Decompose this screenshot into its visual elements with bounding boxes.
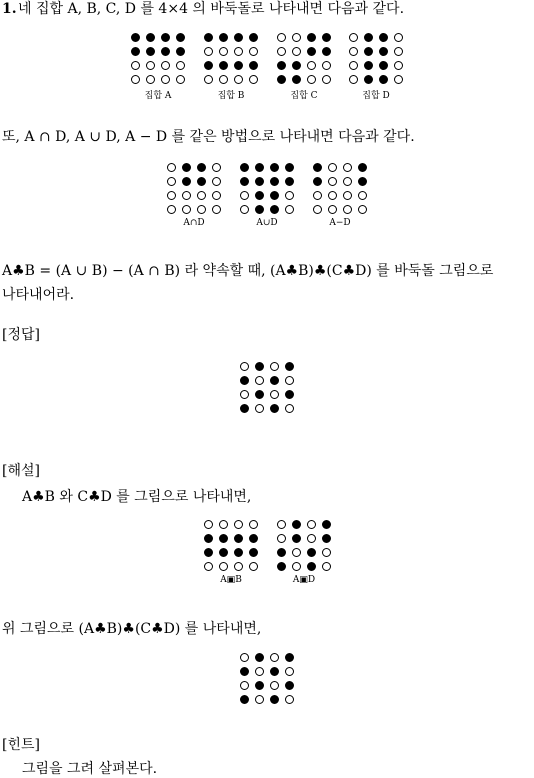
black-stone (307, 562, 316, 571)
black-stone (292, 534, 301, 543)
white-stone (277, 534, 286, 543)
black-stone (240, 376, 249, 385)
black-stone (285, 390, 294, 399)
white-stone (349, 33, 358, 42)
black-stone (313, 163, 322, 172)
black-stone (379, 33, 388, 42)
white-stone (255, 404, 264, 413)
white-stone (349, 61, 358, 70)
black-stone (176, 47, 185, 56)
white-stone (285, 404, 294, 413)
white-stone (328, 177, 337, 186)
black-stone (240, 404, 249, 413)
black-stone (307, 47, 316, 56)
white-stone (131, 61, 140, 70)
black-stone (277, 548, 286, 557)
black-stone (219, 534, 228, 543)
white-stone (240, 362, 249, 371)
white-stone (343, 191, 352, 200)
white-stone (270, 681, 279, 690)
grid-A-union-D (239, 162, 295, 228)
black-stone (270, 376, 279, 385)
black-stone (146, 47, 155, 56)
white-stone (219, 47, 228, 56)
white-stone (212, 163, 221, 172)
black-stone (285, 362, 294, 371)
black-stone (379, 75, 388, 84)
white-stone (240, 681, 249, 690)
white-stone (285, 376, 294, 385)
black-stone (255, 163, 264, 172)
white-stone (270, 653, 279, 662)
white-stone (204, 47, 213, 56)
white-stone (167, 205, 176, 214)
black-stone (270, 205, 279, 214)
black-stone (255, 681, 264, 690)
black-stone (364, 61, 373, 70)
white-stone (255, 695, 264, 704)
black-stone (249, 548, 258, 557)
black-stone (313, 177, 322, 186)
black-stone (270, 695, 279, 704)
white-stone (146, 61, 155, 70)
white-stone (394, 61, 403, 70)
white-stone (219, 75, 228, 84)
black-stone (277, 61, 286, 70)
black-stone (197, 163, 206, 172)
white-stone (292, 33, 301, 42)
black-stone (285, 163, 294, 172)
white-stone (313, 191, 322, 200)
black-stone (270, 404, 279, 413)
black-stone (364, 47, 373, 56)
black-stone (249, 534, 258, 543)
black-stone (277, 562, 286, 571)
problem-text-line2: 또, A ∩ D, A ∪ D, A − D 를 같은 방법으로 나타내면 다음과 같다. (2, 129, 415, 145)
explanation-line2: 위 그림으로 (A♣B)♣(C♣D) 를 나타내면, (2, 621, 262, 637)
white-stone (270, 362, 279, 371)
black-stone (240, 177, 249, 186)
white-stone (167, 191, 176, 200)
black-stone (240, 667, 249, 676)
black-stone (240, 163, 249, 172)
white-stone (176, 61, 185, 70)
white-stone (161, 61, 170, 70)
white-stone (307, 61, 316, 70)
black-stone (255, 191, 264, 200)
white-stone (358, 205, 367, 214)
black-stone (131, 33, 140, 42)
white-stone (285, 667, 294, 676)
white-stone (313, 205, 322, 214)
white-stone (204, 75, 213, 84)
white-stone (322, 61, 331, 70)
white-stone (277, 47, 286, 56)
white-stone (307, 520, 316, 529)
black-stone (285, 177, 294, 186)
white-stone (212, 191, 221, 200)
white-stone (328, 163, 337, 172)
black-stone (197, 177, 206, 186)
black-stone (292, 61, 301, 70)
black-stone (204, 548, 213, 557)
white-stone (249, 47, 258, 56)
white-stone (322, 562, 331, 571)
white-stone (322, 548, 331, 557)
problem-number: 1. (2, 1, 17, 17)
white-stone (131, 75, 140, 84)
black-stone (358, 177, 367, 186)
label-set-B: 집합 B (217, 91, 245, 101)
grid-A-club-B (203, 519, 259, 585)
white-stone (204, 562, 213, 571)
black-stone (249, 61, 258, 70)
explanation-header: [해설] (2, 463, 40, 479)
white-stone (328, 205, 337, 214)
white-stone (212, 205, 221, 214)
black-stone (255, 205, 264, 214)
grid-set-D (348, 32, 404, 101)
white-stone (240, 390, 249, 399)
white-stone (197, 191, 206, 200)
black-stone (307, 548, 316, 557)
grid-set-B (203, 32, 259, 101)
white-stone (328, 191, 337, 200)
black-stone (234, 61, 243, 70)
black-stone (322, 47, 331, 56)
black-stone (161, 47, 170, 56)
white-stone (234, 75, 243, 84)
white-stone (249, 562, 258, 571)
white-stone (204, 520, 213, 529)
black-stone (270, 163, 279, 172)
black-stone (277, 75, 286, 84)
explanation-line1: A♣B 와 C♣D 를 그림으로 나타내면, (22, 489, 252, 505)
black-stone (255, 362, 264, 371)
black-stone (219, 61, 228, 70)
label-A-intersect-D: A∩D (183, 218, 205, 228)
white-stone (219, 520, 228, 529)
black-stone (146, 33, 155, 42)
black-stone (285, 653, 294, 662)
black-stone (322, 534, 331, 543)
white-stone (255, 376, 264, 385)
white-stone (219, 562, 228, 571)
label-A-minus-D: A−D (329, 218, 351, 228)
white-stone (358, 191, 367, 200)
white-stone (394, 47, 403, 56)
problem-text-line4: 나타내어라. (2, 287, 75, 303)
white-stone (277, 33, 286, 42)
white-stone (322, 75, 331, 84)
white-stone (234, 562, 243, 571)
grid-set-C (276, 32, 332, 101)
white-stone (343, 205, 352, 214)
white-stone (167, 177, 176, 186)
white-stone (161, 75, 170, 84)
black-stone (234, 548, 243, 557)
white-stone (277, 520, 286, 529)
label-A-union-D: A∪D (256, 218, 278, 228)
label-set-C: 집합 C (290, 91, 318, 101)
problem-text-line1: 네 집합 A, B, C, D 를 4×4 의 바둑돌로 나타내면 다음과 같다. (18, 1, 405, 17)
white-stone (292, 548, 301, 557)
white-stone (307, 534, 316, 543)
grid-A-intersect-D (166, 162, 222, 228)
white-stone (249, 75, 258, 84)
white-stone (292, 562, 301, 571)
label-set-A: 집합 A (144, 91, 172, 101)
white-stone (285, 191, 294, 200)
white-stone (285, 205, 294, 214)
white-stone (307, 75, 316, 84)
white-stone (240, 205, 249, 214)
white-stone (240, 191, 249, 200)
white-stone (146, 75, 155, 84)
hint-header: [힌트] (2, 737, 40, 753)
white-stone (167, 163, 176, 172)
white-stone (292, 47, 301, 56)
white-stone (270, 390, 279, 399)
black-stone (292, 520, 301, 529)
black-stone (285, 681, 294, 690)
white-stone (249, 520, 258, 529)
black-stone (204, 61, 213, 70)
white-stone (212, 177, 221, 186)
black-stone (364, 75, 373, 84)
black-stone (219, 548, 228, 557)
black-stone (176, 33, 185, 42)
black-stone (322, 33, 331, 42)
white-stone (182, 191, 191, 200)
black-stone (255, 390, 264, 399)
white-stone (234, 47, 243, 56)
white-stone (240, 653, 249, 662)
label-A-club-B: A▣B (220, 575, 242, 585)
black-stone (219, 33, 228, 42)
grid-set-A (130, 32, 186, 101)
hint-text: 그림을 그려 살펴본다. (22, 761, 158, 777)
white-stone (182, 205, 191, 214)
black-stone (292, 75, 301, 84)
black-stone (249, 33, 258, 42)
white-stone (255, 667, 264, 676)
black-stone (270, 191, 279, 200)
white-stone (349, 47, 358, 56)
black-stone (358, 163, 367, 172)
black-stone (131, 47, 140, 56)
black-stone (240, 695, 249, 704)
black-stone (379, 47, 388, 56)
white-stone (343, 177, 352, 186)
black-stone (307, 33, 316, 42)
black-stone (182, 177, 191, 186)
white-stone (176, 75, 185, 84)
white-stone (197, 205, 206, 214)
black-stone (270, 177, 279, 186)
grid-answer (239, 361, 295, 414)
black-stone (379, 61, 388, 70)
problem-text-line3: A♣B = (A ∪ B) − (A ∩ B) 라 약속할 때, (A♣B)♣(C♣D) 를 바둑돌 그림으로 (2, 263, 494, 279)
black-stone (161, 33, 170, 42)
label-C-club-D: A▣D (292, 575, 316, 585)
white-stone (394, 33, 403, 42)
black-stone (364, 33, 373, 42)
black-stone (255, 653, 264, 662)
white-stone (349, 75, 358, 84)
black-stone (322, 520, 331, 529)
black-stone (234, 534, 243, 543)
black-stone (182, 163, 191, 172)
grid-C-club-D (276, 519, 332, 585)
grid-A-minus-D (312, 162, 368, 228)
answer-header: [정답] (2, 327, 40, 343)
grid-final (239, 652, 295, 705)
white-stone (234, 520, 243, 529)
black-stone (204, 33, 213, 42)
black-stone (270, 667, 279, 676)
black-stone (204, 534, 213, 543)
white-stone (343, 163, 352, 172)
label-set-D: 집합 D (362, 91, 390, 101)
black-stone (234, 33, 243, 42)
black-stone (255, 177, 264, 186)
white-stone (394, 75, 403, 84)
white-stone (285, 695, 294, 704)
